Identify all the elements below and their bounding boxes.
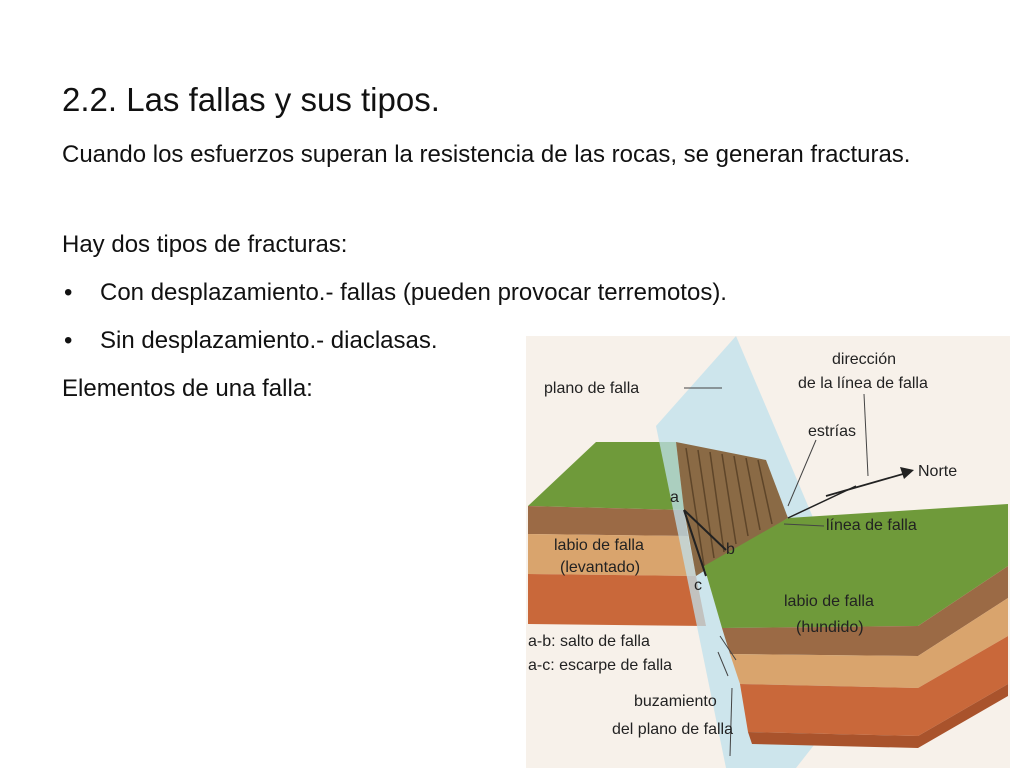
- label-scarp: a-c: escarpe de falla: [528, 657, 673, 674]
- list-item: [62, 276, 727, 310]
- label-point-a: a: [670, 489, 679, 506]
- list-item-text: Con desplazamiento.- fallas (pueden provocar terremotos).: [100, 279, 727, 306]
- fault-elements-heading: Elementos de una falla:: [62, 375, 313, 402]
- label-fault-line: línea de falla: [826, 517, 917, 534]
- label-downthrown-2: (hundido): [796, 619, 864, 636]
- slide-title: 2.2. Las fallas y sus tipos.: [62, 81, 440, 118]
- label-direction-2: de la línea de falla: [798, 375, 928, 392]
- fault-diagram: [526, 336, 1010, 768]
- label-throw: a-b: salto de falla: [528, 633, 650, 650]
- upthrown-layer-brown: [528, 506, 688, 536]
- upthrown-layer-orange: [528, 574, 706, 626]
- label-north: Norte: [918, 463, 958, 480]
- bullet-marker: •: [64, 279, 73, 306]
- label-point-b: b: [726, 541, 735, 558]
- label-upthrown-1: labio de falla: [554, 537, 644, 554]
- label-upthrown-2: (levantado): [560, 559, 641, 576]
- label-direction-1: dirección: [832, 351, 897, 368]
- fault-diagram-svg: [526, 336, 1010, 768]
- label-dip-2: del plano de falla: [612, 721, 733, 738]
- label-striations: estrías: [808, 423, 857, 440]
- label-fault-plane: plano de falla: [544, 380, 640, 397]
- label-dip-1: buzamiento: [634, 693, 717, 710]
- bullet-marker: •: [64, 327, 73, 354]
- fracture-types-heading: Hay dos tipos de fracturas:: [62, 231, 348, 258]
- label-downthrown-1: labio de falla: [784, 593, 874, 610]
- list-item-text: Sin desplazamiento.- diaclasas.: [100, 327, 438, 354]
- intro-paragraph: Cuando los esfuerzos superan la resistencia de las rocas, se generan fracturas.: [62, 141, 911, 168]
- label-point-c: c: [694, 577, 702, 594]
